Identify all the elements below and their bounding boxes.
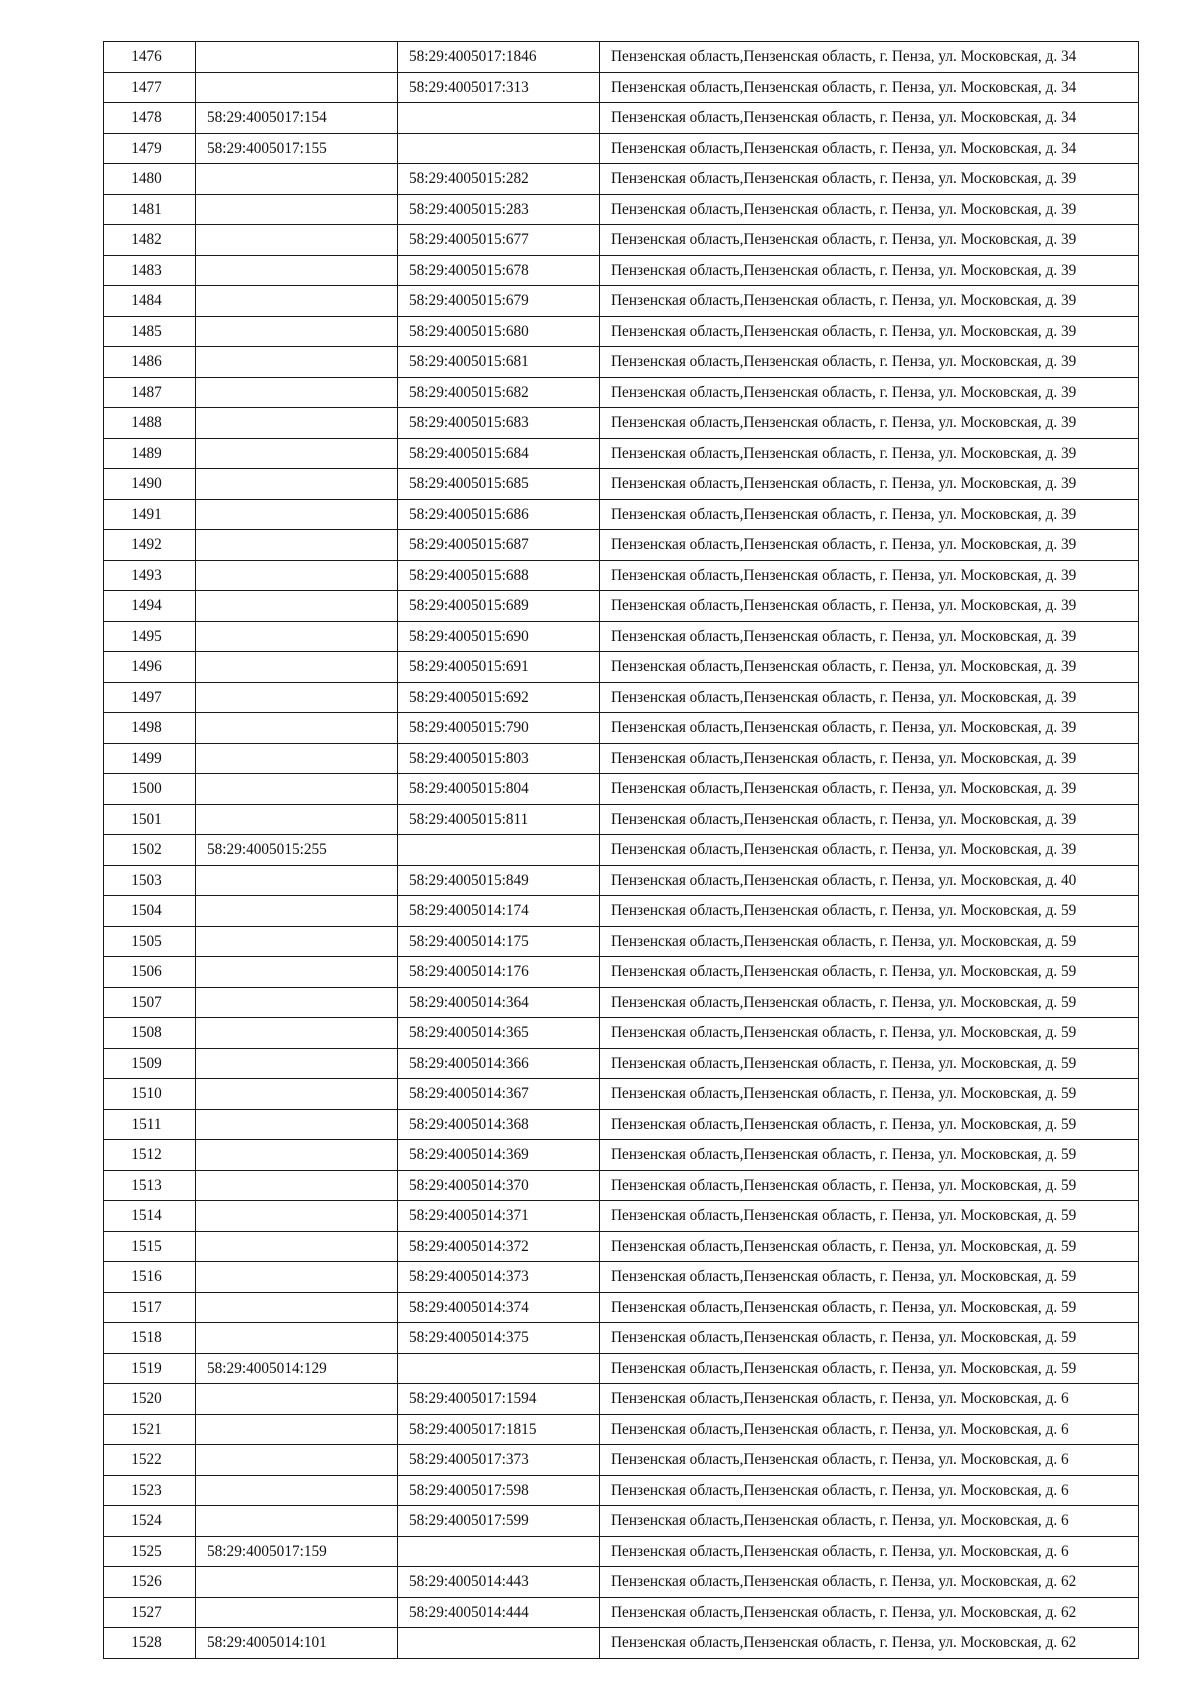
address-cell: Пензенская область,Пензенская область, г. Пенза, ул. Московская, д. 39 — [600, 835, 1139, 866]
cadastral-number-object-cell: 58:29:4005017:1846 — [398, 42, 600, 73]
cadastral-number-object-cell: 58:29:4005015:684 — [398, 438, 600, 469]
cadastral-number-cell — [196, 1384, 398, 1415]
address-cell: Пензенская область,Пензенская область, г. Пенза, ул. Московская, д. 59 — [600, 1201, 1139, 1232]
address-cell: Пензенская область,Пензенская область, г. Пенза, ул. Московская, д. 39 — [600, 469, 1139, 500]
row-number-cell: 1524 — [104, 1506, 196, 1537]
cadastral-number-object-cell: 58:29:4005017:599 — [398, 1506, 600, 1537]
table-row — [104, 347, 1139, 378]
row-number-cell: 1515 — [104, 1231, 196, 1262]
row-number-cell: 1480 — [104, 164, 196, 195]
cadastral-number-object-cell — [398, 1353, 600, 1384]
table-row — [104, 1597, 1139, 1628]
table-row — [104, 591, 1139, 622]
cadastral-number-object-cell: 58:29:4005014:371 — [398, 1201, 600, 1232]
table-row — [104, 1201, 1139, 1232]
row-number-cell: 1498 — [104, 713, 196, 744]
table-row — [104, 713, 1139, 744]
cadastral-number-cell — [196, 1140, 398, 1171]
table-row — [104, 255, 1139, 286]
cadastral-number-cell — [196, 1079, 398, 1110]
cadastral-number-object-cell: 58:29:4005015:692 — [398, 682, 600, 713]
table-row — [104, 438, 1139, 469]
table-row — [104, 1567, 1139, 1598]
cadastral-number-object-cell: 58:29:4005014:374 — [398, 1292, 600, 1323]
cadastral-number-object-cell: 58:29:4005015:691 — [398, 652, 600, 683]
row-number-cell: 1512 — [104, 1140, 196, 1171]
row-number-cell: 1519 — [104, 1353, 196, 1384]
cadastral-number-object-cell: 58:29:4005014:364 — [398, 987, 600, 1018]
cadastral-number-cell: 58:29:4005014:129 — [196, 1353, 398, 1384]
address-cell: Пензенская область,Пензенская область, г. Пенза, ул. Московская, д. 39 — [600, 530, 1139, 561]
row-number-cell: 1508 — [104, 1018, 196, 1049]
row-number-cell: 1504 — [104, 896, 196, 927]
cadastral-number-cell — [196, 652, 398, 683]
address-cell: Пензенская область,Пензенская область, г. Пенза, ул. Московская, д. 34 — [600, 42, 1139, 73]
row-number-cell: 1521 — [104, 1414, 196, 1445]
row-number-cell: 1479 — [104, 133, 196, 164]
row-number-cell: 1499 — [104, 743, 196, 774]
address-cell: Пензенская область,Пензенская область, г. Пенза, ул. Московская, д. 39 — [600, 316, 1139, 347]
address-cell: Пензенская область,Пензенская область, г. Пенза, ул. Московская, д. 62 — [600, 1628, 1139, 1659]
cadastral-number-object-cell: 58:29:4005015:282 — [398, 164, 600, 195]
cadastral-number-cell: 58:29:4005015:255 — [196, 835, 398, 866]
address-cell: Пензенская область,Пензенская область, г. Пенза, ул. Московская, д. 39 — [600, 560, 1139, 591]
address-cell: Пензенская область,Пензенская область, г. Пенза, ул. Московская, д. 59 — [600, 987, 1139, 1018]
row-number-cell: 1511 — [104, 1109, 196, 1140]
address-cell: Пензенская область,Пензенская область, г. Пенза, ул. Московская, д. 6 — [600, 1506, 1139, 1537]
address-cell: Пензенская область,Пензенская область, г. Пенза, ул. Московская, д. 59 — [600, 1262, 1139, 1293]
address-cell: Пензенская область,Пензенская область, г. Пенза, ул. Московская, д. 59 — [600, 1079, 1139, 1110]
row-number-cell: 1509 — [104, 1048, 196, 1079]
row-number-cell: 1525 — [104, 1536, 196, 1567]
row-number-cell: 1501 — [104, 804, 196, 835]
cadastral-number-object-cell: 58:29:4005017:1815 — [398, 1414, 600, 1445]
row-number-cell: 1476 — [104, 42, 196, 73]
table-row — [104, 499, 1139, 530]
row-number-cell: 1500 — [104, 774, 196, 805]
address-cell: Пензенская область,Пензенская область, г. Пенза, ул. Московская, д. 39 — [600, 713, 1139, 744]
address-cell: Пензенская область,Пензенская область, г. Пенза, ул. Московская, д. 6 — [600, 1445, 1139, 1476]
cadastral-number-object-cell: 58:29:4005017:373 — [398, 1445, 600, 1476]
address-cell: Пензенская область,Пензенская область, г. Пенза, ул. Московская, д. 34 — [600, 133, 1139, 164]
cadastral-number-cell — [196, 1262, 398, 1293]
table-row — [104, 469, 1139, 500]
cadastral-number-object-cell: 58:29:4005014:373 — [398, 1262, 600, 1293]
cadastral-number-cell — [196, 1567, 398, 1598]
cadastral-number-object-cell: 58:29:4005014:174 — [398, 896, 600, 927]
cadastral-number-object-cell: 58:29:4005015:682 — [398, 377, 600, 408]
cadastral-number-cell — [196, 286, 398, 317]
address-cell: Пензенская область,Пензенская область, г. Пенза, ул. Московская, д. 39 — [600, 743, 1139, 774]
row-number-cell: 1486 — [104, 347, 196, 378]
address-cell: Пензенская область,Пензенская область, г. Пенза, ул. Московская, д. 59 — [600, 1231, 1139, 1262]
cadastral-number-object-cell: 58:29:4005015:811 — [398, 804, 600, 835]
table-row — [104, 72, 1139, 103]
cadastral-number-object-cell: 58:29:4005015:689 — [398, 591, 600, 622]
cadastral-number-cell — [196, 1597, 398, 1628]
address-cell: Пензенская область,Пензенская область, г. Пенза, ул. Московская, д. 59 — [600, 1109, 1139, 1140]
row-number-cell: 1507 — [104, 987, 196, 1018]
cadastral-number-cell — [196, 316, 398, 347]
table-row — [104, 1506, 1139, 1537]
table-row — [104, 1292, 1139, 1323]
row-number-cell: 1495 — [104, 621, 196, 652]
address-cell: Пензенская область,Пензенская область, г. Пенза, ул. Московская, д. 39 — [600, 164, 1139, 195]
address-cell: Пензенская область,Пензенская область, г. Пенза, ул. Московская, д. 39 — [600, 804, 1139, 835]
row-number-cell: 1496 — [104, 652, 196, 683]
cadastral-number-object-cell: 58:29:4005015:685 — [398, 469, 600, 500]
address-cell: Пензенская область,Пензенская область, г. Пенза, ул. Московская, д. 39 — [600, 286, 1139, 317]
address-cell: Пензенская область,Пензенская область, г. Пенза, ул. Московская, д. 39 — [600, 499, 1139, 530]
cadastral-number-object-cell: 58:29:4005014:372 — [398, 1231, 600, 1262]
table-row — [104, 1079, 1139, 1110]
address-cell: Пензенская область,Пензенская область, г. Пенза, ул. Московская, д. 39 — [600, 255, 1139, 286]
cadastral-number-cell — [196, 469, 398, 500]
table-row — [104, 1445, 1139, 1476]
cadastral-number-object-cell: 58:29:4005017:598 — [398, 1475, 600, 1506]
table-row — [104, 743, 1139, 774]
cadastral-number-object-cell: 58:29:4005015:803 — [398, 743, 600, 774]
cadastral-number-object-cell: 58:29:4005015:690 — [398, 621, 600, 652]
cadastral-number-cell — [196, 1445, 398, 1476]
table-row — [104, 957, 1139, 988]
table-row — [104, 682, 1139, 713]
table-row — [104, 1262, 1139, 1293]
address-cell: Пензенская область,Пензенская область, г. Пенза, ул. Московская, д. 6 — [600, 1475, 1139, 1506]
cadastral-number-cell — [196, 621, 398, 652]
address-cell: Пензенская область,Пензенская область, г. Пенза, ул. Московская, д. 34 — [600, 103, 1139, 134]
cadastral-number-object-cell: 58:29:4005014:175 — [398, 926, 600, 957]
cadastral-number-cell — [196, 713, 398, 744]
address-cell: Пензенская область,Пензенская область, г. Пенза, ул. Московская, д. 59 — [600, 1048, 1139, 1079]
row-number-cell: 1485 — [104, 316, 196, 347]
cadastral-number-cell — [196, 438, 398, 469]
table-row — [104, 133, 1139, 164]
table-row — [104, 1231, 1139, 1262]
cadastral-number-cell: 58:29:4005014:101 — [196, 1628, 398, 1659]
cadastral-number-cell — [196, 530, 398, 561]
table-row — [104, 194, 1139, 225]
address-cell: Пензенская область,Пензенская область, г. Пенза, ул. Московская, д. 39 — [600, 377, 1139, 408]
cadastral-number-object-cell: 58:29:4005015:804 — [398, 774, 600, 805]
cadastral-table — [103, 41, 1139, 1659]
cadastral-number-cell — [196, 1109, 398, 1140]
address-cell: Пензенская область,Пензенская область, г. Пенза, ул. Московская, д. 59 — [600, 1170, 1139, 1201]
cadastral-number-object-cell: 58:29:4005015:686 — [398, 499, 600, 530]
table-row — [104, 164, 1139, 195]
cadastral-number-cell — [196, 499, 398, 530]
cadastral-number-cell — [196, 560, 398, 591]
cadastral-number-cell — [196, 743, 398, 774]
cadastral-number-cell: 58:29:4005017:155 — [196, 133, 398, 164]
address-cell: Пензенская область,Пензенская область, г. Пенза, ул. Московская, д. 59 — [600, 1353, 1139, 1384]
table-row — [104, 835, 1139, 866]
address-cell: Пензенская область,Пензенская область, г. Пенза, ул. Московская, д. 6 — [600, 1384, 1139, 1415]
row-number-cell: 1527 — [104, 1597, 196, 1628]
address-cell: Пензенская область,Пензенская область, г. Пенза, ул. Московская, д. 39 — [600, 438, 1139, 469]
cadastral-number-cell — [196, 987, 398, 1018]
row-number-cell: 1483 — [104, 255, 196, 286]
table-row — [104, 377, 1139, 408]
table-row — [104, 774, 1139, 805]
table-row — [104, 103, 1139, 134]
row-number-cell: 1505 — [104, 926, 196, 957]
cadastral-number-object-cell — [398, 133, 600, 164]
cadastral-number-cell — [196, 72, 398, 103]
address-cell: Пензенская область,Пензенская область, г. Пенза, ул. Московская, д. 40 — [600, 865, 1139, 896]
cadastral-number-object-cell: 58:29:4005014:365 — [398, 1018, 600, 1049]
address-cell: Пензенская область,Пензенская область, г. Пенза, ул. Московская, д. 59 — [600, 1140, 1139, 1171]
table-row — [104, 987, 1139, 1018]
address-cell: Пензенская область,Пензенская область, г. Пенза, ул. Московская, д. 39 — [600, 591, 1139, 622]
row-number-cell: 1490 — [104, 469, 196, 500]
address-cell: Пензенская область,Пензенская область, г. Пенза, ул. Московская, д. 34 — [600, 72, 1139, 103]
row-number-cell: 1497 — [104, 682, 196, 713]
table-row — [104, 652, 1139, 683]
table-row — [104, 1414, 1139, 1445]
row-number-cell: 1517 — [104, 1292, 196, 1323]
row-number-cell: 1487 — [104, 377, 196, 408]
cadastral-number-cell — [196, 377, 398, 408]
cadastral-number-cell — [196, 225, 398, 256]
table-row — [104, 530, 1139, 561]
address-cell: Пензенская область,Пензенская область, г. Пенза, ул. Московская, д. 39 — [600, 347, 1139, 378]
cadastral-number-cell — [196, 408, 398, 439]
cadastral-number-cell: 58:29:4005017:154 — [196, 103, 398, 134]
cadastral-number-cell — [196, 1201, 398, 1232]
address-cell: Пензенская область,Пензенская область, г. Пенза, ул. Московская, д. 62 — [600, 1597, 1139, 1628]
address-cell: Пензенская область,Пензенская область, г. Пенза, ул. Московская, д. 39 — [600, 682, 1139, 713]
row-number-cell: 1503 — [104, 865, 196, 896]
table-row — [104, 1140, 1139, 1171]
cadastral-number-cell — [196, 926, 398, 957]
cadastral-number-object-cell: 58:29:4005015:849 — [398, 865, 600, 896]
cadastral-number-object-cell — [398, 1536, 600, 1567]
table-row — [104, 286, 1139, 317]
row-number-cell: 1492 — [104, 530, 196, 561]
cadastral-number-cell — [196, 1018, 398, 1049]
row-number-cell: 1523 — [104, 1475, 196, 1506]
row-number-cell: 1478 — [104, 103, 196, 134]
cadastral-number-object-cell: 58:29:4005014:443 — [398, 1567, 600, 1598]
cadastral-number-cell — [196, 255, 398, 286]
cadastral-number-cell — [196, 1170, 398, 1201]
table-row — [104, 896, 1139, 927]
cadastral-number-object-cell: 58:29:4005014:368 — [398, 1109, 600, 1140]
cadastral-number-object-cell: 58:29:4005014:369 — [398, 1140, 600, 1171]
cadastral-number-cell — [196, 865, 398, 896]
table-row — [104, 1536, 1139, 1567]
address-cell: Пензенская область,Пензенская область, г. Пенза, ул. Московская, д. 62 — [600, 1567, 1139, 1598]
cadastral-number-object-cell: 58:29:4005015:680 — [398, 316, 600, 347]
table-row — [104, 42, 1139, 73]
cadastral-number-cell — [196, 804, 398, 835]
table-row — [104, 865, 1139, 896]
cadastral-number-object-cell: 58:29:4005015:677 — [398, 225, 600, 256]
cadastral-number-cell — [196, 957, 398, 988]
cadastral-number-cell — [196, 1323, 398, 1354]
cadastral-number-object-cell — [398, 835, 600, 866]
cadastral-number-cell — [196, 591, 398, 622]
address-cell: Пензенская область,Пензенская область, г. Пенза, ул. Московская, д. 39 — [600, 225, 1139, 256]
row-number-cell: 1481 — [104, 194, 196, 225]
address-cell: Пензенская область,Пензенская область, г. Пенза, ул. Московская, д. 59 — [600, 896, 1139, 927]
address-cell: Пензенская область,Пензенская область, г. Пенза, ул. Московская, д. 39 — [600, 194, 1139, 225]
cadastral-number-cell — [196, 347, 398, 378]
cadastral-number-cell — [196, 774, 398, 805]
cadastral-number-object-cell: 58:29:4005014:366 — [398, 1048, 600, 1079]
row-number-cell: 1528 — [104, 1628, 196, 1659]
cadastral-number-cell — [196, 896, 398, 927]
row-number-cell: 1513 — [104, 1170, 196, 1201]
row-number-cell: 1482 — [104, 225, 196, 256]
cadastral-number-object-cell: 58:29:4005015:683 — [398, 408, 600, 439]
address-cell: Пензенская область,Пензенская область, г. Пенза, ул. Московская, д. 59 — [600, 926, 1139, 957]
row-number-cell: 1494 — [104, 591, 196, 622]
cadastral-number-cell: 58:29:4005017:159 — [196, 1536, 398, 1567]
cadastral-number-object-cell: 58:29:4005014:370 — [398, 1170, 600, 1201]
table-row — [104, 225, 1139, 256]
row-number-cell: 1506 — [104, 957, 196, 988]
table-row — [104, 1170, 1139, 1201]
address-cell: Пензенская область,Пензенская область, г. Пенза, ул. Московская, д. 39 — [600, 621, 1139, 652]
cadastral-number-cell — [196, 42, 398, 73]
cadastral-number-object-cell: 58:29:4005015:679 — [398, 286, 600, 317]
cadastral-number-object-cell: 58:29:4005014:367 — [398, 1079, 600, 1110]
address-cell: Пензенская область,Пензенская область, г. Пенза, ул. Московская, д. 39 — [600, 408, 1139, 439]
address-cell: Пензенская область,Пензенская область, г. Пенза, ул. Московская, д. 6 — [600, 1536, 1139, 1567]
cadastral-number-object-cell: 58:29:4005015:678 — [398, 255, 600, 286]
address-cell: Пензенская область,Пензенская область, г. Пенза, ул. Московская, д. 59 — [600, 957, 1139, 988]
row-number-cell: 1520 — [104, 1384, 196, 1415]
cadastral-number-cell — [196, 1414, 398, 1445]
cadastral-number-object-cell: 58:29:4005017:1594 — [398, 1384, 600, 1415]
address-cell: Пензенская область,Пензенская область, г. Пенза, ул. Московская, д. 39 — [600, 652, 1139, 683]
table-row — [104, 1384, 1139, 1415]
table-row — [104, 1018, 1139, 1049]
cadastral-number-object-cell: 58:29:4005015:790 — [398, 713, 600, 744]
address-cell: Пензенская область,Пензенская область, г. Пенза, ул. Московская, д. 6 — [600, 1414, 1139, 1445]
table-row — [104, 621, 1139, 652]
row-number-cell: 1516 — [104, 1262, 196, 1293]
table-row — [104, 926, 1139, 957]
cadastral-number-cell — [196, 1231, 398, 1262]
table-row — [104, 1109, 1139, 1140]
address-cell: Пензенская область,Пензенская область, г. Пенза, ул. Московская, д. 59 — [600, 1018, 1139, 1049]
address-cell: Пензенская область,Пензенская область, г. Пенза, ул. Московская, д. 59 — [600, 1292, 1139, 1323]
table-row — [104, 560, 1139, 591]
cadastral-number-object-cell: 58:29:4005014:375 — [398, 1323, 600, 1354]
row-number-cell: 1510 — [104, 1079, 196, 1110]
cadastral-number-cell — [196, 194, 398, 225]
table-row — [104, 1048, 1139, 1079]
cadastral-table-body — [104, 42, 1139, 1659]
cadastral-number-object-cell: 58:29:4005015:688 — [398, 560, 600, 591]
row-number-cell: 1489 — [104, 438, 196, 469]
row-number-cell: 1518 — [104, 1323, 196, 1354]
cadastral-number-cell — [196, 1475, 398, 1506]
cadastral-number-object-cell: 58:29:4005015:283 — [398, 194, 600, 225]
table-row — [104, 1353, 1139, 1384]
row-number-cell: 1526 — [104, 1567, 196, 1598]
cadastral-number-object-cell: 58:29:4005015:681 — [398, 347, 600, 378]
address-cell: Пензенская область,Пензенская область, г. Пенза, ул. Московская, д. 39 — [600, 774, 1139, 805]
cadastral-number-object-cell: 58:29:4005015:687 — [398, 530, 600, 561]
row-number-cell: 1514 — [104, 1201, 196, 1232]
cadastral-number-cell — [196, 164, 398, 195]
table-row — [104, 408, 1139, 439]
cadastral-number-object-cell: 58:29:4005017:313 — [398, 72, 600, 103]
cadastral-number-cell — [196, 1292, 398, 1323]
row-number-cell: 1493 — [104, 560, 196, 591]
table-row — [104, 804, 1139, 835]
row-number-cell: 1488 — [104, 408, 196, 439]
table-row — [104, 316, 1139, 347]
row-number-cell: 1491 — [104, 499, 196, 530]
table-row — [104, 1628, 1139, 1659]
row-number-cell: 1502 — [104, 835, 196, 866]
cadastral-number-object-cell: 58:29:4005014:444 — [398, 1597, 600, 1628]
row-number-cell: 1477 — [104, 72, 196, 103]
row-number-cell: 1484 — [104, 286, 196, 317]
cadastral-number-object-cell — [398, 1628, 600, 1659]
cadastral-number-object-cell: 58:29:4005014:176 — [398, 957, 600, 988]
row-number-cell: 1522 — [104, 1445, 196, 1476]
cadastral-number-object-cell — [398, 103, 600, 134]
cadastral-number-cell — [196, 1506, 398, 1537]
table-row — [104, 1475, 1139, 1506]
cadastral-number-cell — [196, 1048, 398, 1079]
address-cell: Пензенская область,Пензенская область, г. Пенза, ул. Московская, д. 59 — [600, 1323, 1139, 1354]
table-row — [104, 1323, 1139, 1354]
cadastral-number-cell — [196, 682, 398, 713]
